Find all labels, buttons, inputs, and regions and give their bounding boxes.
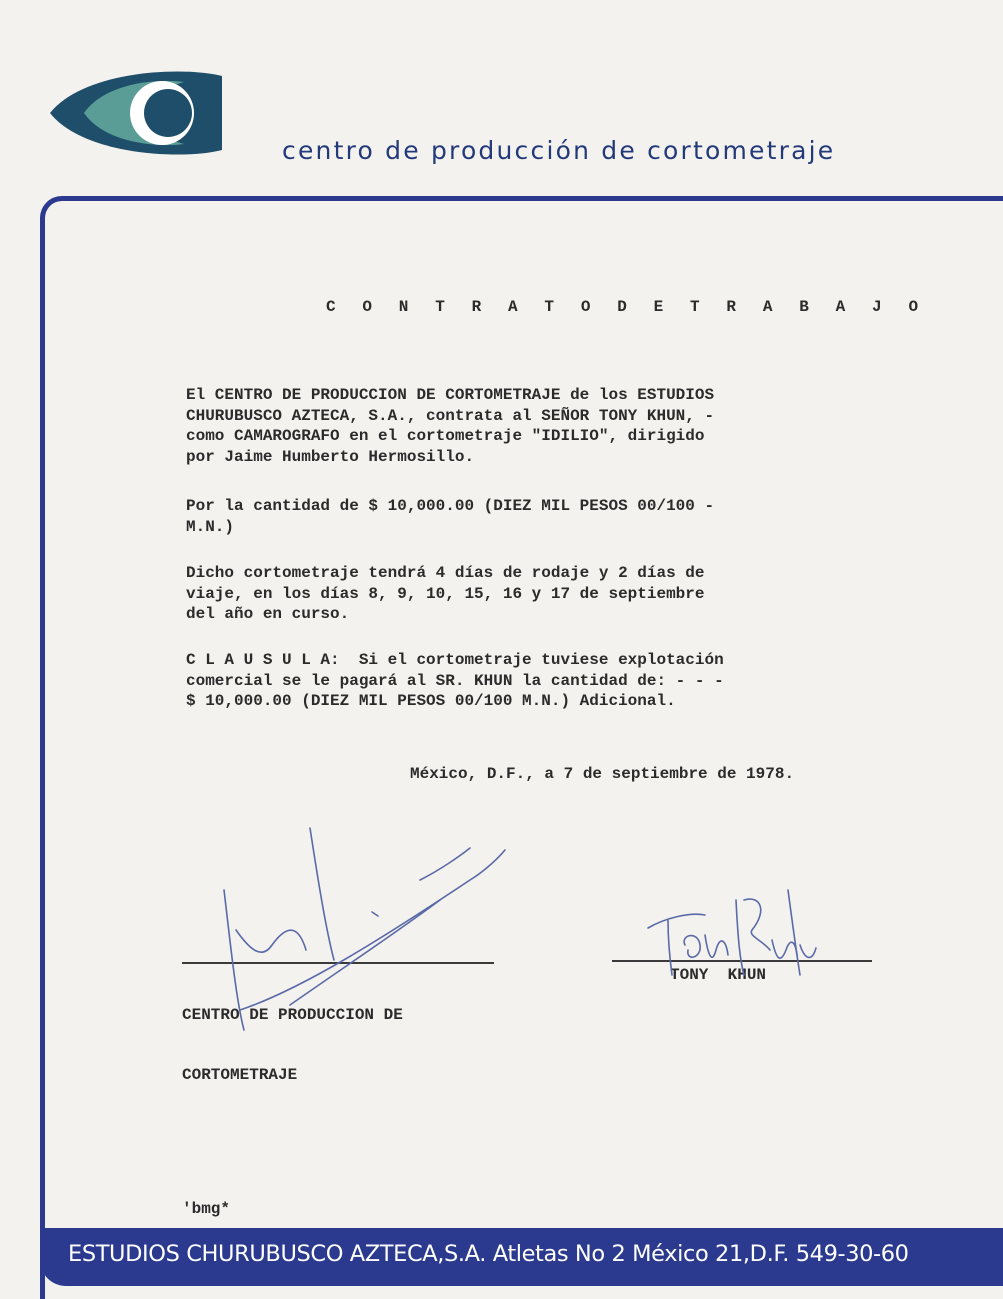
paragraph-schedule [186,563,704,625]
right-signature-line [612,960,872,962]
text-line: como CAMAROGRAFO en el cortometraje "IDILIO", dirigido [186,427,705,445]
right-signature-label: TONY KHUN [670,966,767,984]
left-signature-label-line: CORTOMETRAJE [182,1066,298,1084]
text-line: CHURUBUSCO AZTECA, S.A., contrata al SEÑOR TONY KHUN, - [186,406,715,425]
place-date: México, D.F., a 7 de septiembre de 1978. [410,765,795,783]
footer-address: ESTUDIOS CHURUBUSCO AZTECA,S.A. Atletas No 2 México 21,D.F. 549-30-60 [68,1241,909,1267]
text-line: El CENTRO DE PRODUCCION DE CORTOMETRAJE de los ESTUDIOS [186,386,715,404]
paragraph-clause [186,650,724,712]
eye-logo-icon [44,66,224,160]
paragraph-contract [186,385,714,467]
left-signature-label [182,965,403,1125]
text-line: M.N.) [186,517,235,536]
typist-initials: 'bmg* [182,1200,231,1218]
left-signature-line [182,962,494,964]
text-line: Dicho cortometraje tendrá 4 días de rodaje y 2 días de [186,564,705,582]
text-line: $ 10,000.00 (DIEZ MIL PESOS 00/100 M.N.) Adicional. [186,692,676,710]
letterhead-tagline: centro de producción de cortometraje [282,136,836,165]
paragraph-amount [186,496,714,537]
page-frame [40,196,1003,1299]
text-line: del año en curso. [186,605,350,623]
text-line: por Jaime Humberto Hermosillo. [186,447,475,466]
document-title: C O N T R A T O D E T R A B A J O [326,298,927,316]
text-line: C L A U S U L A: Si el cortometraje tuviese explotación [186,651,724,669]
text-line: comercial se le pagará al SR. KHUN la cantidad de: - - - [186,671,724,690]
text-line: viaje, en los días 8, 9, 10, 15, 16 y 17 de septiembre [186,584,705,603]
text-line: Por la cantidad de $ 10,000.00 (DIEZ MIL PESOS 00/100 - [186,497,715,515]
left-signature-label-line: CENTRO DE PRODUCCION DE [182,1006,403,1024]
